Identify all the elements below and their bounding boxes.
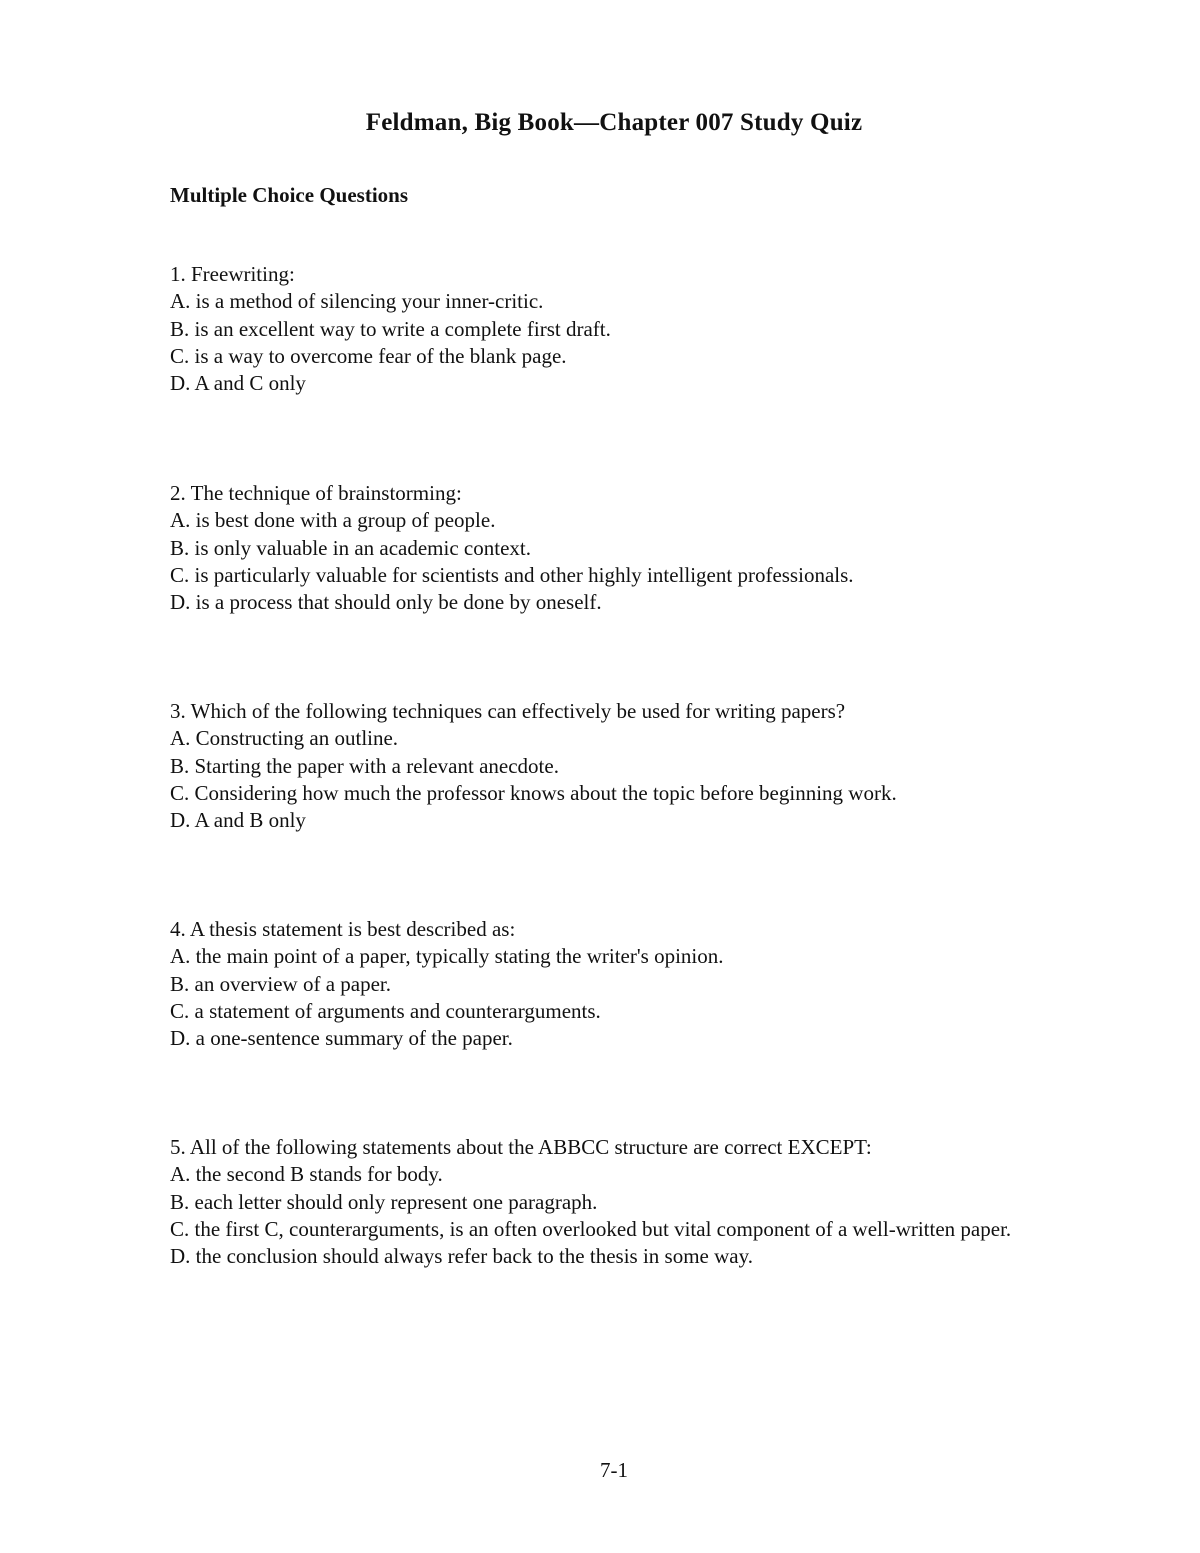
question-1: [170, 261, 1070, 397]
answer-option: D. is a process that should only be done by oneself.: [170, 590, 602, 615]
question-3: [170, 698, 1070, 834]
page-number: 7-1: [600, 1458, 628, 1482]
answer-option: C. a statement of arguments and counterarguments.: [170, 998, 601, 1023]
answer-option: A. the main point of a paper, typically stating the writer's opinion.: [170, 944, 724, 969]
answer-option: B. Starting the paper with a relevant anecdote.: [170, 753, 559, 778]
answer-option: B. an overview of a paper.: [170, 971, 392, 996]
answer-option: D. a one-sentence summary of the paper.: [170, 1026, 513, 1051]
question-stem: 3. Which of the following techniques can effectively be used for writing papers?: [170, 699, 846, 723]
answer-option: C. the first C, counterarguments, is an often overlooked but vital component of a well-written paper.: [170, 1216, 1012, 1241]
answer-option: C. Considering how much the professor knows about the topic before beginning work.: [170, 780, 897, 805]
answer-option: A. the second B stands for body.: [170, 1162, 443, 1187]
answer-option: D. the conclusion should always refer back to the thesis in some way.: [170, 1244, 753, 1269]
answer-option: B. is only valuable in an academic context.: [170, 535, 531, 560]
question-5: [170, 1134, 1070, 1270]
answer-option: B. is an excellent way to write a complete first draft.: [170, 316, 611, 341]
question-stem: 1. Freewriting:: [170, 262, 295, 286]
answer-option: A. is a method of silencing your inner-critic.: [170, 289, 544, 314]
question-stem: 5. All of the following statements about the ABBCC structure are correct EXCEPT:: [170, 1135, 872, 1159]
answer-option: C. is particularly valuable for scientists and other highly intelligent professionals.: [170, 562, 854, 587]
answer-option: D. A and B only: [170, 808, 306, 833]
answer-option: D. A and C only: [170, 371, 306, 396]
question-2: [170, 480, 1070, 616]
section-heading: Multiple Choice Questions: [170, 183, 409, 207]
answer-option: B. each letter should only represent one paragraph.: [170, 1189, 598, 1214]
question-stem: 4. A thesis statement is best described as:: [170, 917, 516, 941]
answer-option: A. Constructing an outline.: [170, 726, 399, 751]
answer-option: C. is a way to overcome fear of the blank page.: [170, 343, 567, 368]
document-title: Feldman, Big Book—Chapter 007 Study Quiz: [365, 109, 863, 136]
question-stem: 2. The technique of brainstorming:: [170, 481, 462, 505]
answer-option: A. is best done with a group of people.: [170, 508, 496, 533]
question-4: [170, 916, 1070, 1052]
